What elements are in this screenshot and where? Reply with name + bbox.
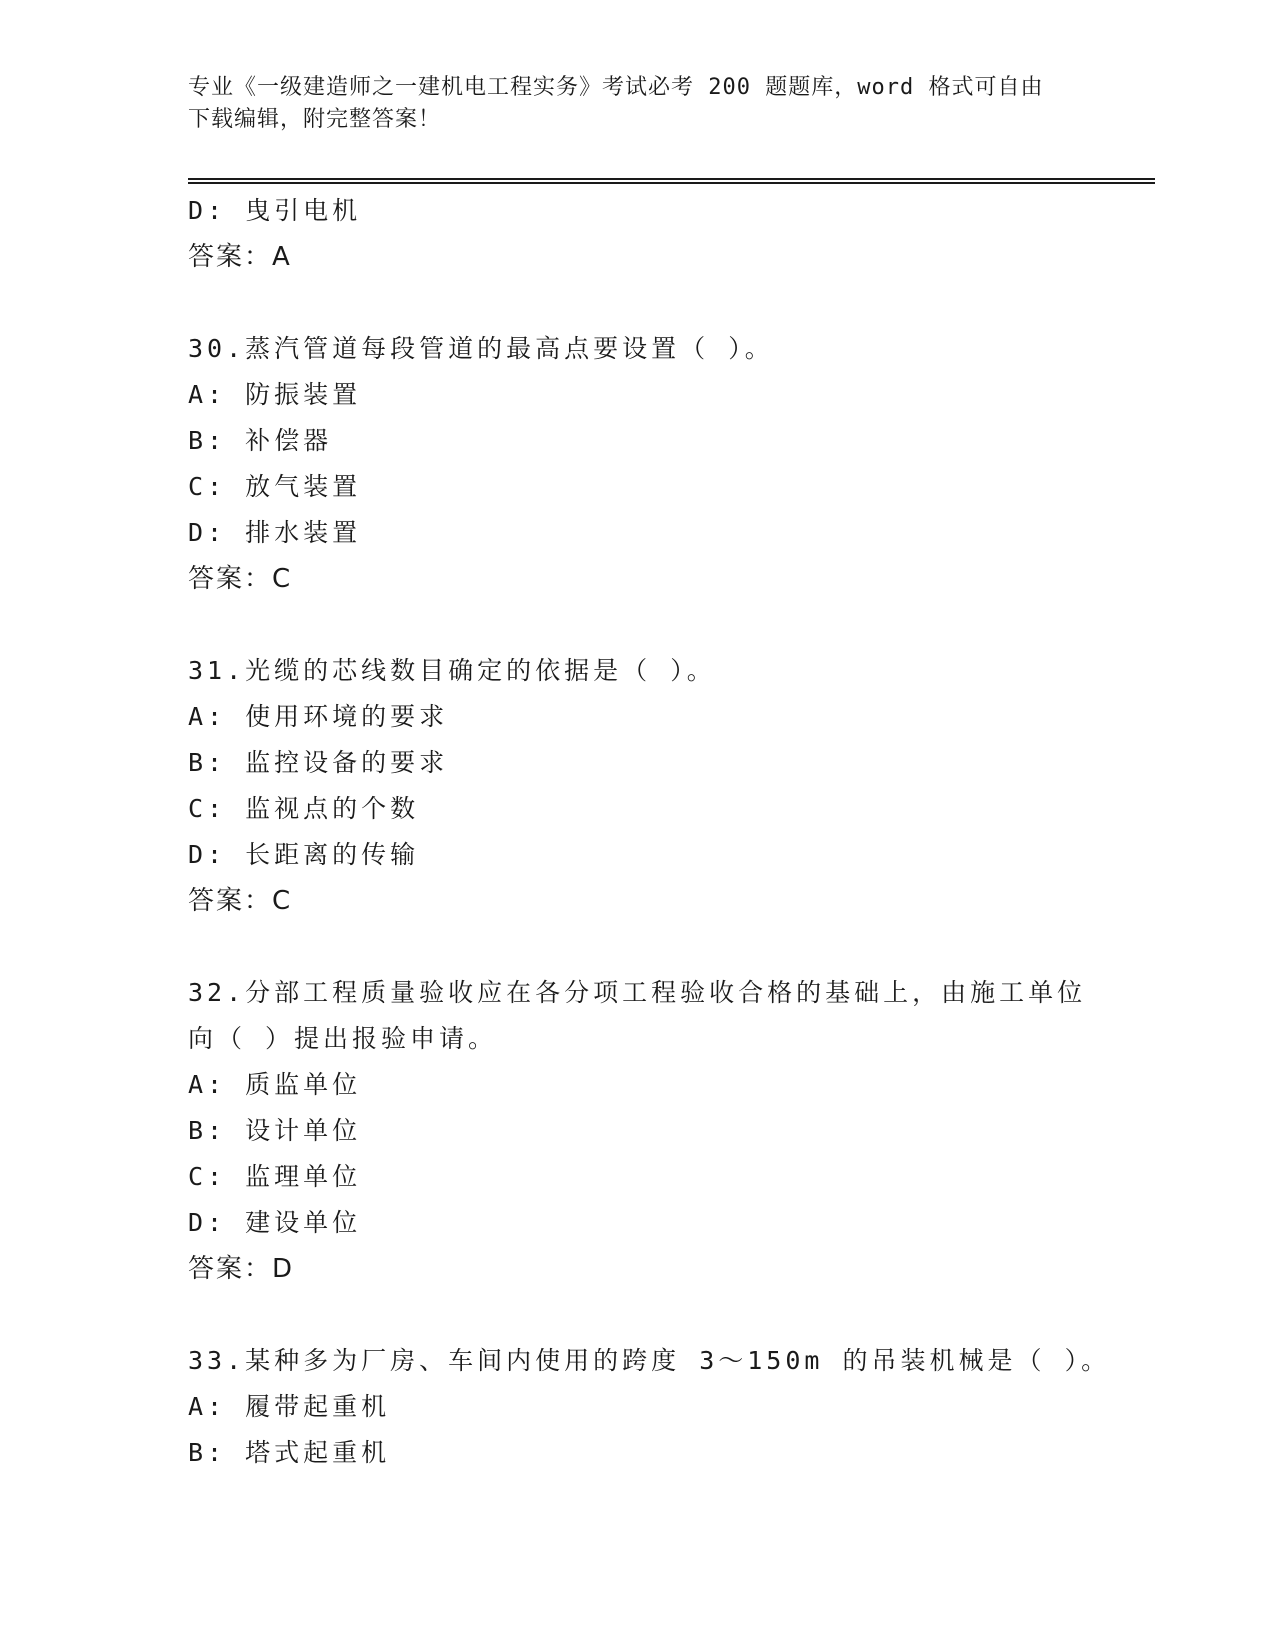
answer-line: 答案：C — [188, 886, 293, 916]
header-divider — [188, 178, 1155, 184]
option-c: C: 监视点的个数 — [188, 794, 420, 823]
option-d: D: 曳引电机 — [188, 196, 362, 225]
option-d: D: 长距离的传输 — [188, 840, 420, 869]
option-a: A: 履带起重机 — [188, 1392, 391, 1421]
spacer — [188, 1292, 1148, 1338]
option-b: B: 塔式起重机 — [188, 1438, 391, 1467]
option-d: D: 排水装置 — [188, 518, 362, 547]
answer-line: 答案：A — [188, 242, 292, 272]
question-31 — [188, 648, 1148, 924]
spacer — [188, 924, 1148, 970]
header-line-1: 专业《一级建造师之一建机电工程实务》考试必考 200 题题库，word 格式可自由 — [188, 75, 1044, 100]
spacer — [188, 280, 1148, 326]
option-b: B: 补偿器 — [188, 426, 333, 455]
option-a: A: 防振装置 — [188, 380, 362, 409]
question-stem-line-2: 向（ ）提出报验申请。 — [188, 1024, 498, 1053]
document-header — [188, 72, 1088, 136]
question-stem: 33.某种多为厂房、车间内使用的跨度 3～150m 的吊装机械是（ ）。 — [188, 1346, 1111, 1375]
question-33 — [188, 1338, 1148, 1476]
answer-line: 答案：C — [188, 564, 293, 594]
option-a: A: 质监单位 — [188, 1070, 362, 1099]
option-d: D: 建设单位 — [188, 1208, 362, 1237]
option-c: C: 放气装置 — [188, 472, 362, 501]
header-line-2: 下载编辑，附完整答案！ — [188, 107, 442, 132]
answer-line: 答案：D — [188, 1254, 295, 1284]
question-32 — [188, 970, 1148, 1292]
question-stem: 31.光缆的芯线数目确定的依据是（ ）。 — [188, 656, 716, 685]
option-a: A: 使用环境的要求 — [188, 702, 449, 731]
question-30 — [188, 326, 1148, 602]
option-b: B: 设计单位 — [188, 1116, 362, 1145]
option-c: C: 监理单位 — [188, 1162, 362, 1191]
question-list — [188, 188, 1148, 1476]
option-b: B: 监控设备的要求 — [188, 748, 449, 777]
spacer — [188, 602, 1148, 648]
question-stem-line-1: 32.分部工程质量验收应在各分项工程验收合格的基础上，由施工单位 — [188, 978, 1087, 1007]
question-stem: 30.蒸汽管道每段管道的最高点要设置（ ）。 — [188, 334, 774, 363]
